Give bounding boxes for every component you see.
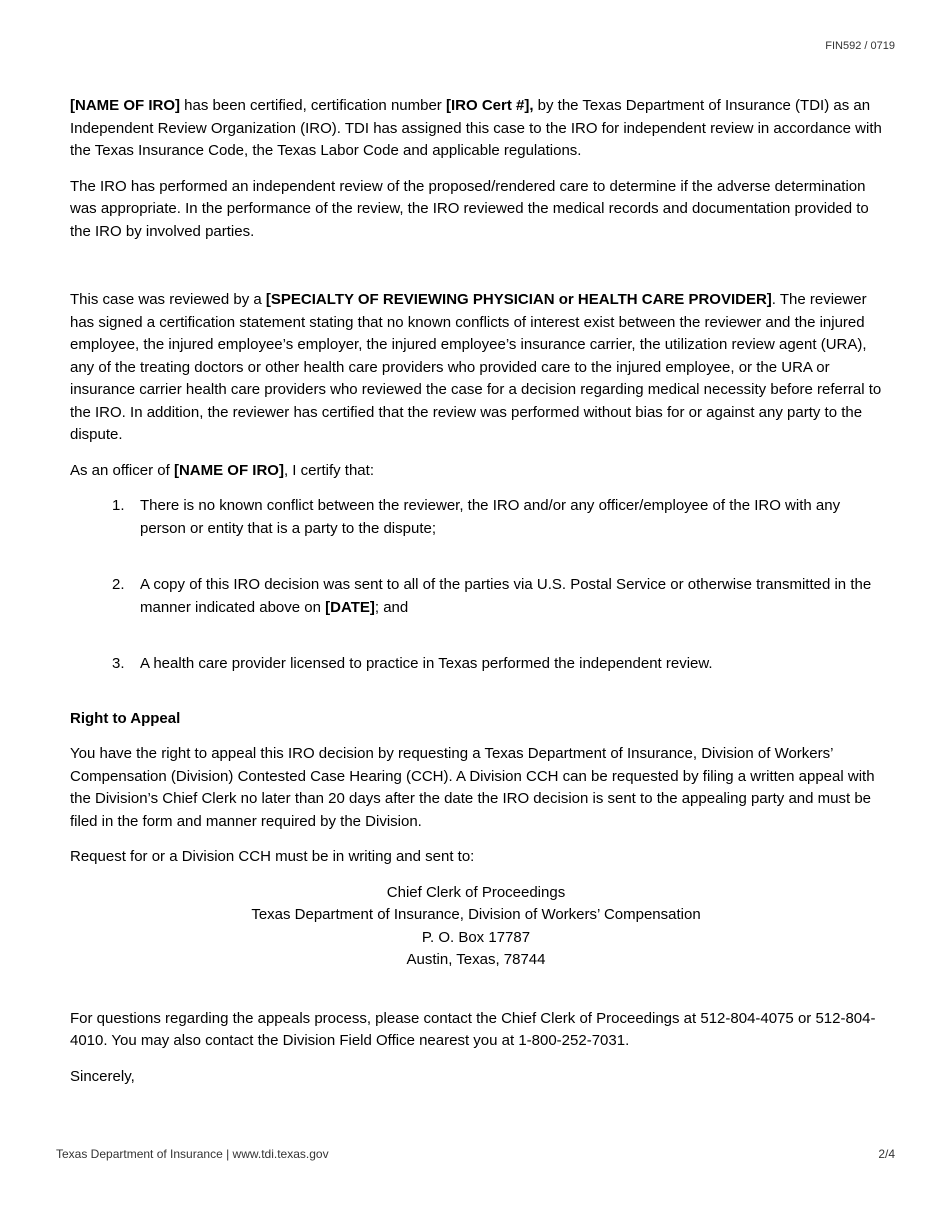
appeal-heading: Right to Appeal	[70, 709, 181, 727]
date-placeholder: [DATE]	[325, 598, 375, 616]
address-line: Texas Department of Insurance, Division of Workers’ Compensation	[251, 906, 701, 923]
address-line: Austin, Texas, 78744	[406, 951, 546, 968]
contact-paragraph: For questions regarding the appeals process, please contact the Chief Clerk of Proceedings at 512-804-4075 or 512-804-4010. You may also contact the Division Field Office nearest you at 1-800-252-7031.	[70, 1009, 876, 1049]
iro-name-placeholder: [NAME OF IRO]	[70, 97, 180, 114]
footer-organization: Texas Department of Insurance | www.tdi.texas.gov	[56, 1147, 329, 1161]
closing: Sincerely,	[70, 1067, 135, 1085]
request-paragraph: Request for or a Division CCH must be in writing and sent to:	[70, 848, 475, 865]
iro-cert-placeholder: [IRO Cert #],	[445, 97, 534, 114]
officer-paragraph: As an officer of [NAME OF IRO], I certify that:	[70, 461, 374, 479]
form-number: FIN592 / 0719	[825, 40, 895, 52]
specialty-placeholder: [SPECIALTY OF REVIEWING PHYSICIAN or HEALTH CARE PROVIDER]	[265, 291, 772, 308]
list-item: 3. A health care provider licensed to practice in Texas performed the independent review.	[112, 655, 713, 672]
reviewer-paragraph: This case was reviewed by a [SPECIALTY OF REVIEWING PHYSICIAN or HEALTH CARE PROVIDER]. The reviewer has signed a certification statement stating that no known conflicts of interest exist between the reviewer and the injured employee, the injured employee’s employer, the injured employee’s insurance carrier, the utilization review agent (URA), any of the treating doctors or other health care providers who provided care to the injured employee, or the URA or insurance carrier health care providers who reviewed the case for a decision regarding medical necessity before referral to the IRO. In addition, the reviewer has certified that the review was performed without bias for or against any party to the dispute.	[70, 291, 882, 443]
list-item: 1. There is no known conflict between the reviewer, the IRO and/or any officer/employee of the IRO with any person or entity that is a party to the dispute;	[112, 497, 841, 537]
review-paragraph: The IRO has performed an independent review of the proposed/rendered care to determine if the adverse determination was appropriate. In the performance of the review, the IRO reviewed the medical records and documentation provided to the IRO by involved parties.	[70, 177, 869, 240]
mailing-address	[70, 882, 882, 972]
appeal-paragraph: You have the right to appeal this IRO decision by requesting a Texas Department of Insurance, Division of Workers’ Compensation (Division) Contested Case Hearing (CCH). A Division CCH can be requested by filing a written appeal with the Division’s Chief Clerk no later than 20 days after the date the IRO decision is sent to the appealing party and must be filed in the form and manner required by the Division.	[70, 745, 875, 830]
address-line: P. O. Box 17787	[421, 928, 531, 946]
address-line: Chief Clerk of Proceedings	[386, 883, 566, 901]
page-number: 2/4	[878, 1147, 895, 1161]
list-item: 2. A copy of this IRO decision was sent to all of the parties via U.S. Postal Service or otherwise transmitted in the manner indicated above on [DATE]; and	[112, 576, 872, 616]
letter-body	[70, 95, 882, 1088]
iro-name-placeholder-2: [NAME OF IRO]	[173, 461, 284, 479]
certification-list	[70, 495, 882, 676]
certification-paragraph: [NAME OF IRO] has been certified, certification number [IRO Cert #], by the Texas Department of Insurance (TDI) as an Independent Review Organization (IRO). TDI has assigned this case to the IRO for independent review in accordance with the Texas Insurance Code, the Texas Labor Code and applicable regulations.	[70, 97, 882, 159]
